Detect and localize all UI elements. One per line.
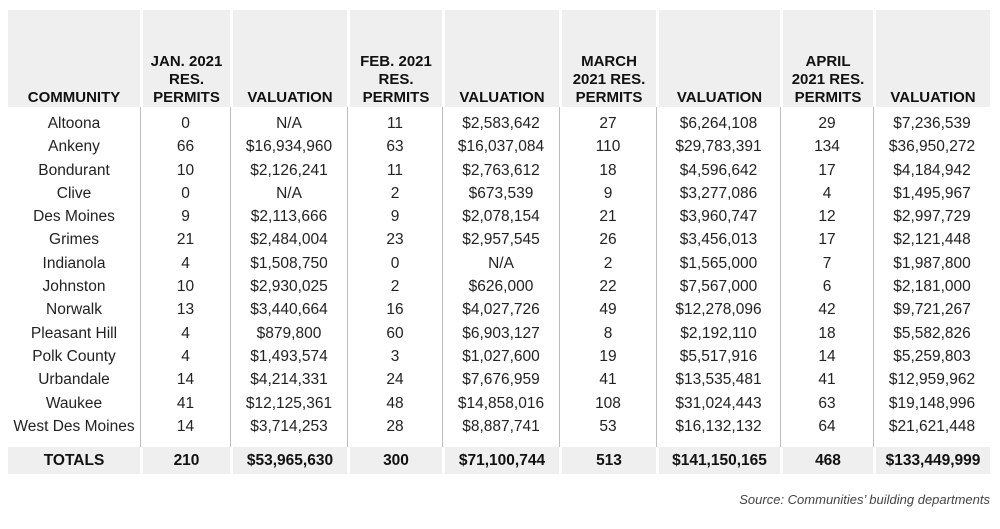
data-cell: 29 (780, 107, 873, 135)
column-header-line: APRIL (805, 53, 851, 70)
data-cell: 2 (347, 275, 442, 298)
data-cell: 0 (347, 252, 442, 275)
data-cell: $21,621,448 (873, 415, 990, 447)
data-cell: 0 (140, 182, 230, 205)
data-cell: 8 (559, 322, 656, 345)
community-cell: Polk County (32, 347, 116, 365)
data-cell: 53 (559, 415, 656, 447)
data-cell: 108 (559, 392, 656, 415)
data-cell: 134 (780, 135, 873, 158)
data-cell: $4,027,726 (442, 298, 559, 321)
data-cell: $1,027,600 (442, 345, 559, 368)
table-row (8, 228, 990, 251)
data-cell: 60 (347, 322, 442, 345)
community-cell: Johnston (42, 278, 106, 296)
data-cell: 42 (780, 298, 873, 321)
data-cell: 22 (559, 275, 656, 298)
data-cell: $5,582,826 (873, 322, 990, 345)
community-cell: Norwalk (46, 301, 102, 319)
data-cell: $8,887,741 (442, 415, 559, 447)
data-cell: 41 (140, 392, 230, 415)
column-header (8, 10, 140, 107)
data-cell: $14,858,016 (442, 392, 559, 415)
data-cell: 14 (140, 415, 230, 447)
data-cell: $9,721,267 (873, 298, 990, 321)
column-header (873, 10, 990, 107)
data-cell: 21 (140, 228, 230, 251)
data-cell: 2 (559, 252, 656, 275)
column-header-line: 2021 RES. (572, 71, 646, 88)
community-cell: Pleasant Hill (30, 324, 118, 342)
totals-cell: 210 (140, 447, 230, 474)
data-cell: $6,903,127 (442, 322, 559, 345)
data-cell: $36,950,272 (873, 135, 990, 158)
data-cell: $6,264,108 (656, 107, 780, 135)
data-cell: 11 (347, 159, 442, 182)
data-cell: 4 (140, 322, 230, 345)
data-cell: $2,078,154 (442, 205, 559, 228)
table-row (8, 298, 990, 321)
data-cell: 12 (780, 205, 873, 228)
data-cell: 21 (559, 205, 656, 228)
data-cell: 17 (780, 159, 873, 182)
header-row (8, 10, 990, 107)
community-cell: Grimes (49, 231, 99, 249)
data-cell: $2,763,612 (442, 159, 559, 182)
data-cell: 3 (347, 345, 442, 368)
data-cell: 63 (347, 135, 442, 158)
table-header (8, 10, 990, 107)
data-cell: 10 (140, 159, 230, 182)
data-cell: $16,934,960 (230, 135, 347, 158)
data-cell: 6 (780, 275, 873, 298)
table-row (8, 415, 990, 447)
data-cell: $31,024,443 (656, 392, 780, 415)
totals-cell: 513 (559, 447, 656, 474)
column-header (140, 10, 230, 107)
data-cell: $1,508,750 (230, 252, 347, 275)
data-cell: $2,957,545 (442, 228, 559, 251)
data-cell: $7,567,000 (656, 275, 780, 298)
data-cell: $1,987,800 (873, 252, 990, 275)
totals-cell: $133,449,999 (873, 447, 990, 474)
data-cell: 9 (559, 182, 656, 205)
data-cell: 11 (347, 107, 442, 135)
data-cell: 9 (347, 205, 442, 228)
data-cell: $1,495,967 (873, 182, 990, 205)
totals-cell: 468 (780, 447, 873, 474)
data-cell: 24 (347, 368, 442, 391)
data-cell: $2,192,110 (656, 322, 780, 345)
table-row (8, 252, 990, 275)
data-cell: $2,113,666 (230, 205, 347, 228)
table-body (8, 107, 990, 447)
data-cell: 19 (559, 345, 656, 368)
data-cell: 63 (780, 392, 873, 415)
data-cell: $3,456,013 (656, 228, 780, 251)
data-cell: $16,037,084 (442, 135, 559, 158)
data-cell: $673,539 (442, 182, 559, 205)
data-cell: 14 (140, 368, 230, 391)
data-cell: 16 (347, 298, 442, 321)
column-header (559, 10, 656, 107)
table-row (8, 135, 990, 158)
column-header-line: MARCH (581, 53, 637, 70)
data-cell: $1,565,000 (656, 252, 780, 275)
column-header (442, 10, 559, 107)
data-cell: $7,676,959 (442, 368, 559, 391)
data-cell: N/A (442, 252, 559, 275)
column-header-line: VALUATION (890, 89, 976, 106)
data-cell: $19,148,996 (873, 392, 990, 415)
data-cell: 110 (559, 135, 656, 158)
data-cell: $12,125,361 (230, 392, 347, 415)
data-cell: $2,484,004 (230, 228, 347, 251)
data-cell: 18 (780, 322, 873, 345)
data-cell: $2,121,448 (873, 228, 990, 251)
data-cell: 18 (559, 159, 656, 182)
data-cell: $2,997,729 (873, 205, 990, 228)
column-header (780, 10, 873, 107)
table-row (8, 345, 990, 368)
data-cell: N/A (230, 182, 347, 205)
data-cell: 2 (347, 182, 442, 205)
data-cell: $4,184,942 (873, 159, 990, 182)
table-footer (8, 447, 990, 474)
table-row (8, 159, 990, 182)
data-cell: $2,930,025 (230, 275, 347, 298)
data-cell: $12,959,962 (873, 368, 990, 391)
table-row (8, 322, 990, 345)
data-cell: $29,783,391 (656, 135, 780, 158)
column-header (347, 10, 442, 107)
column-header-line: PERMITS (794, 89, 862, 106)
data-cell: $13,535,481 (656, 368, 780, 391)
data-cell: $3,277,086 (656, 182, 780, 205)
data-cell: 41 (559, 368, 656, 391)
community-cell: Urbandale (38, 371, 110, 389)
column-header (656, 10, 780, 107)
column-header-line: JAN. 2021 (150, 53, 223, 70)
permits-table (8, 10, 990, 474)
column-header-line: 2021 RES. (791, 71, 865, 88)
source-note: Source: Communities’ building departments (739, 492, 990, 507)
totals-cell: $53,965,630 (230, 447, 347, 474)
data-cell: $3,960,747 (656, 205, 780, 228)
column-header (230, 10, 347, 107)
community-cell: Altoona (47, 115, 101, 132)
data-cell: $3,714,253 (230, 415, 347, 447)
column-header-line: PERMITS (575, 89, 643, 106)
column-header-line: RES. (378, 71, 414, 88)
data-cell: $5,259,803 (873, 345, 990, 368)
data-cell: $879,800 (230, 322, 347, 345)
table-row (8, 392, 990, 415)
column-header-line: COMMUNITY (27, 89, 121, 106)
data-cell: $4,214,331 (230, 368, 347, 391)
community-cell: Bondurant (38, 161, 110, 179)
data-cell: $16,132,132 (656, 415, 780, 447)
data-cell: $3,440,664 (230, 298, 347, 321)
data-cell: 23 (347, 228, 442, 251)
community-cell: Des Moines (33, 208, 115, 226)
data-cell: 4 (780, 182, 873, 205)
data-cell: 9 (140, 205, 230, 228)
column-header-line: VALUATION (459, 89, 545, 106)
table-row (8, 107, 990, 135)
data-cell: 10 (140, 275, 230, 298)
data-cell: 41 (780, 368, 873, 391)
data-cell: 64 (780, 415, 873, 447)
data-cell: 49 (559, 298, 656, 321)
data-cell: 17 (780, 228, 873, 251)
column-header-line: RES. (168, 71, 204, 88)
data-cell: 4 (140, 252, 230, 275)
community-cell: Clive (56, 184, 92, 202)
community-cell: Indianola (42, 254, 106, 272)
data-cell: $626,000 (442, 275, 559, 298)
data-cell: 13 (140, 298, 230, 321)
totals-cell: 300 (347, 447, 442, 474)
table-row (8, 205, 990, 228)
data-cell: N/A (230, 107, 347, 135)
data-cell: 0 (140, 107, 230, 135)
data-cell: 28 (347, 415, 442, 447)
data-cell: $5,517,916 (656, 345, 780, 368)
community-cell: West Des Moines (13, 417, 135, 435)
column-header-line: PERMITS (153, 89, 220, 106)
data-cell: $2,181,000 (873, 275, 990, 298)
column-header-line: VALUATION (676, 89, 763, 106)
community-cell: Waukee (45, 394, 103, 412)
column-header-line: FEB. 2021 (360, 53, 432, 70)
data-cell: 14 (780, 345, 873, 368)
data-cell: $1,493,574 (230, 345, 347, 368)
totals-row (8, 447, 990, 474)
community-cell: Ankeny (48, 138, 100, 156)
data-cell: 7 (780, 252, 873, 275)
data-cell: 66 (140, 135, 230, 158)
table-row (8, 182, 990, 205)
data-cell: 48 (347, 392, 442, 415)
data-cell: $2,126,241 (230, 159, 347, 182)
table-row (8, 275, 990, 298)
data-cell: 4 (140, 345, 230, 368)
table-row (8, 368, 990, 391)
data-cell: 26 (559, 228, 656, 251)
totals-label: TOTALS (8, 447, 140, 474)
data-cell: $4,596,642 (656, 159, 780, 182)
column-header-line: PERMITS (362, 89, 430, 106)
column-header-line: VALUATION (247, 89, 333, 106)
totals-cell: $141,150,165 (656, 447, 780, 474)
data-cell: 27 (559, 107, 656, 135)
totals-cell: $71,100,744 (442, 447, 559, 474)
data-cell: $12,278,096 (656, 298, 780, 321)
data-cell: $7,236,539 (873, 107, 990, 135)
data-cell: $2,583,642 (442, 107, 559, 135)
